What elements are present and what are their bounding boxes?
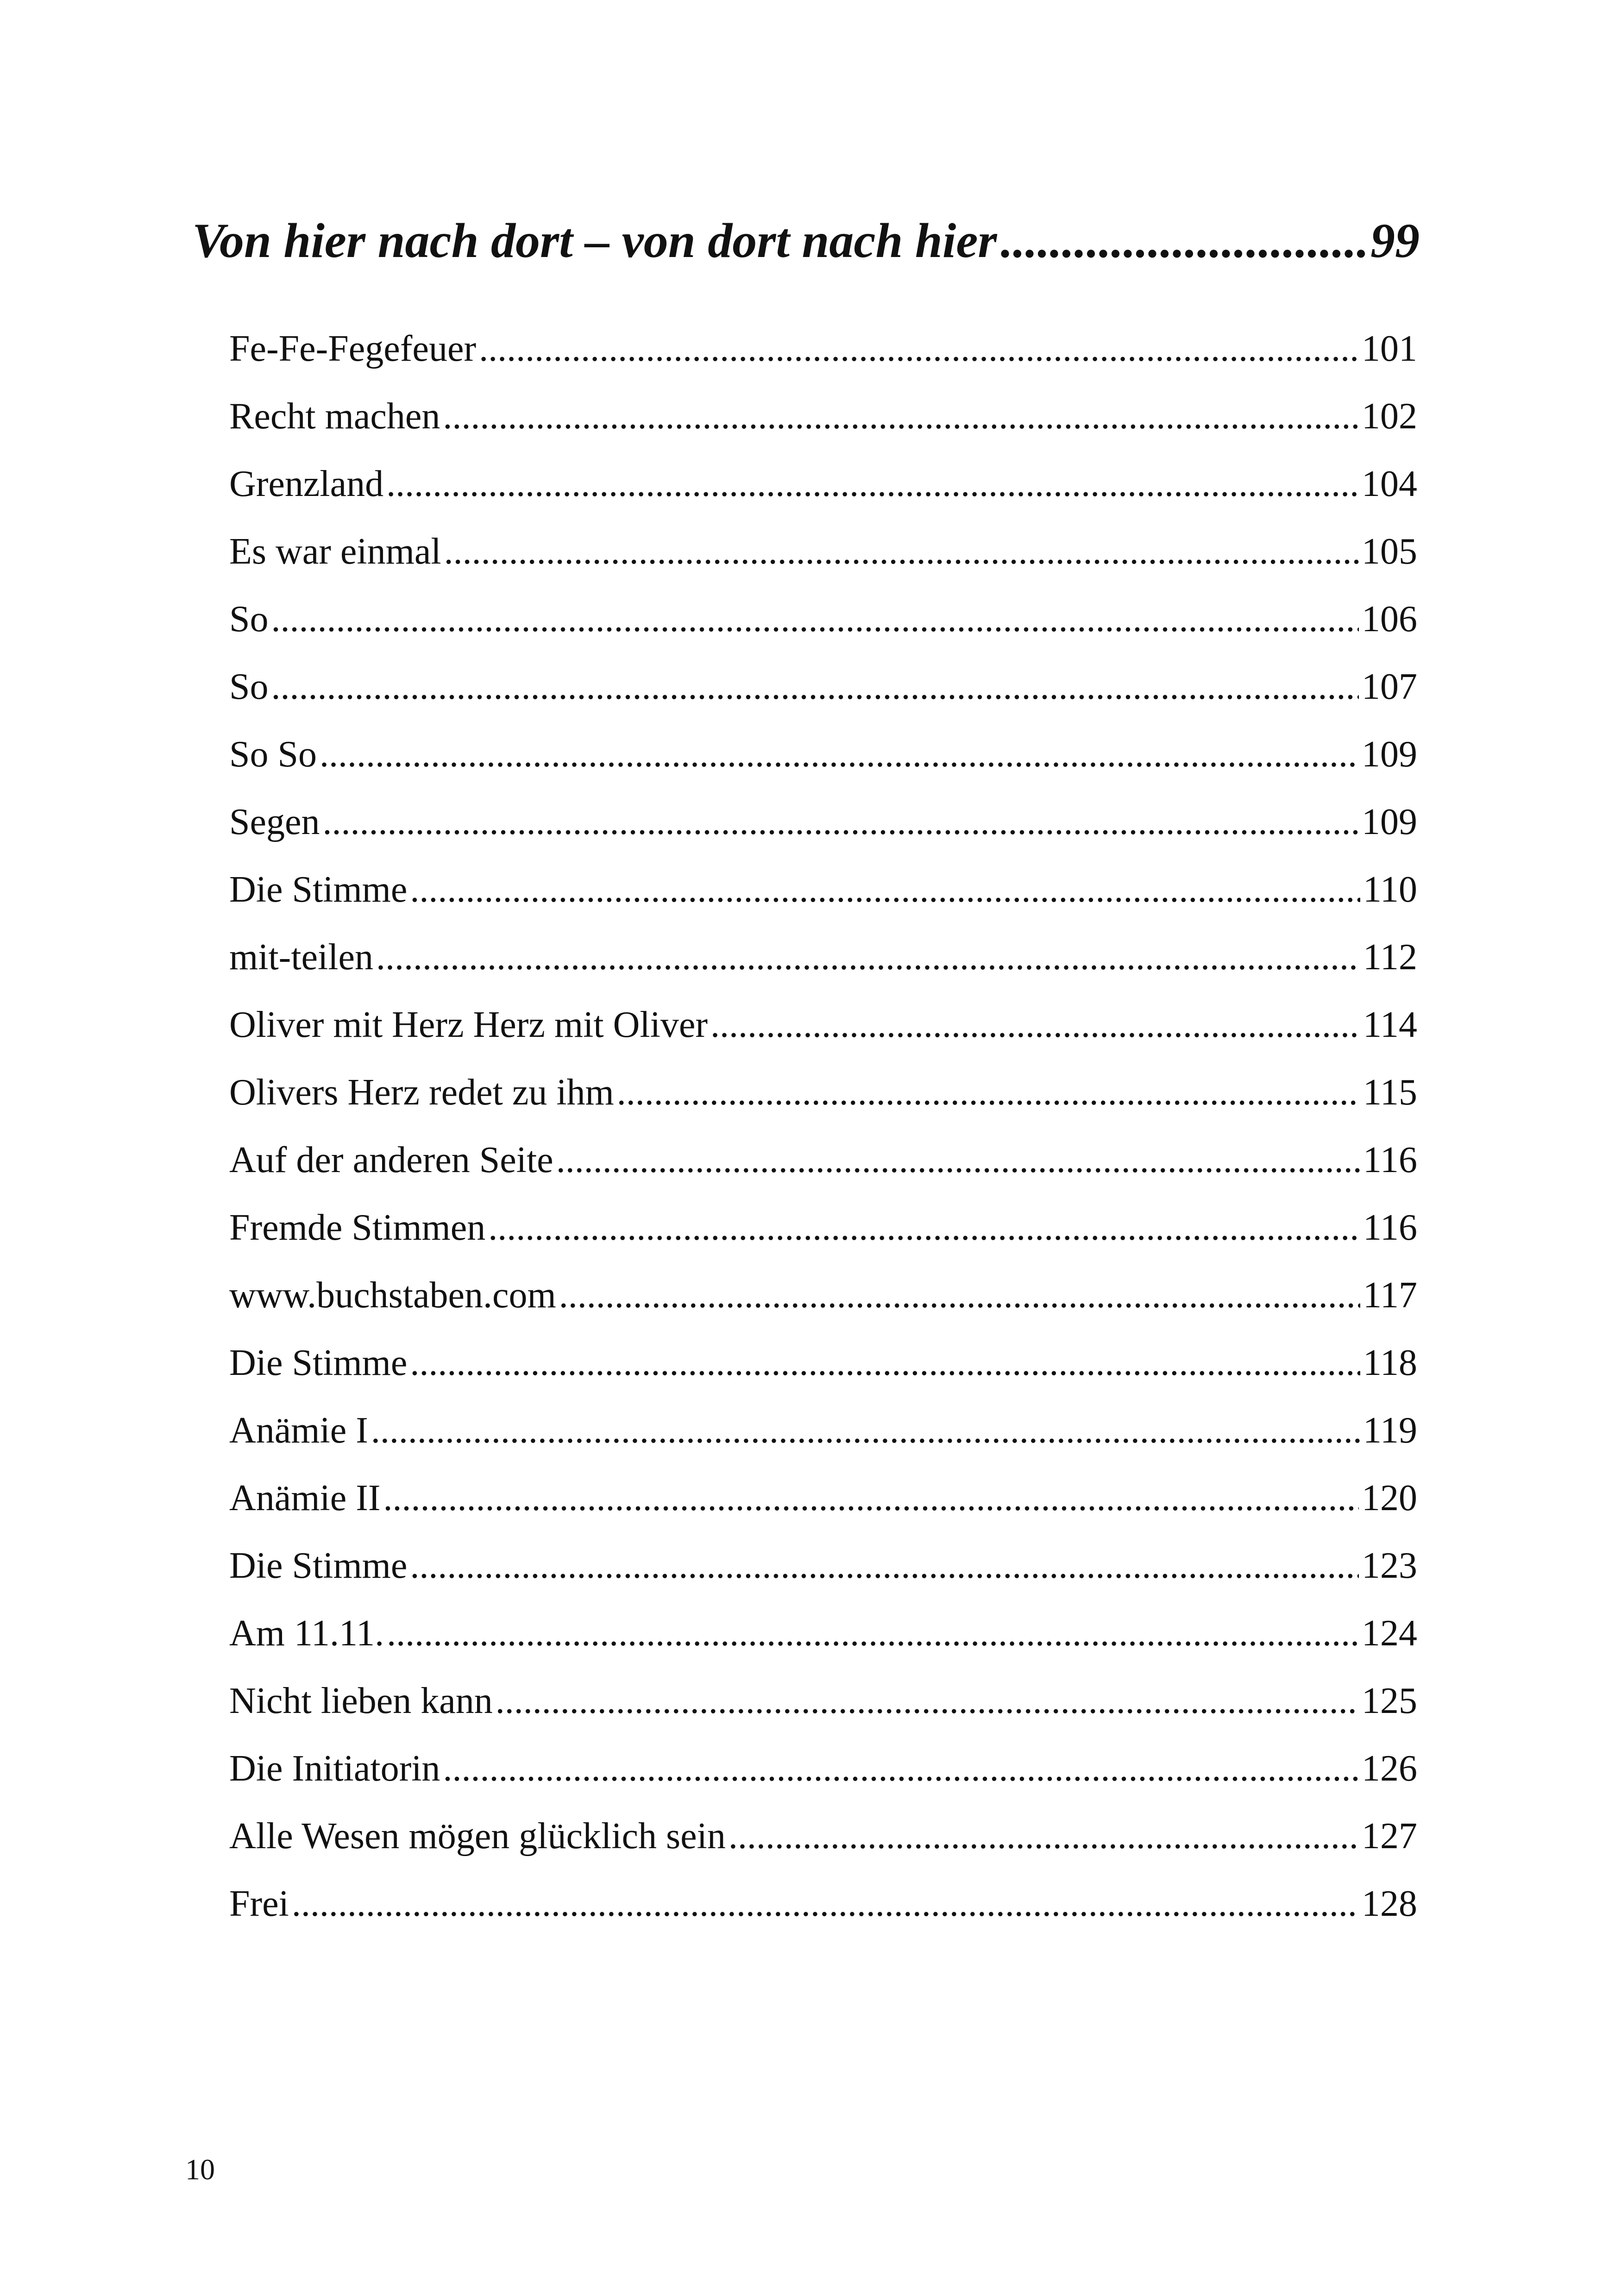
toc-entry-page-number: 120 [1362, 1478, 1417, 1518]
toc-entry-page-number: 116 [1363, 1207, 1417, 1248]
toc-dot-leader [292, 1870, 1359, 1938]
toc-entry[interactable] [229, 1532, 1417, 1600]
toc-entry-title: Recht machen [229, 396, 440, 437]
toc-entry[interactable] [229, 1667, 1417, 1735]
toc-entry-title: Olivers Herz redet zu ihm [229, 1072, 614, 1113]
toc-entry[interactable] [229, 1126, 1417, 1194]
toc-entry-page-number: 110 [1363, 869, 1417, 910]
toc-dot-leader [387, 1600, 1359, 1667]
toc-entry[interactable] [229, 923, 1417, 991]
toc-entry-page-number: 114 [1363, 1004, 1417, 1045]
toc-entry-page-number: 109 [1362, 734, 1417, 775]
toc-entry[interactable] [229, 450, 1417, 518]
toc-entry-title: Nicht lieben kann [229, 1681, 493, 1721]
toc-entry-page-number: 109 [1362, 802, 1417, 842]
page-number-footer: 10 [185, 2153, 215, 2186]
toc-dot-leader [320, 721, 1359, 788]
toc-entry-page-number: 118 [1363, 1342, 1417, 1383]
toc-entry[interactable] [229, 1735, 1417, 1802]
toc-entry-title: Auf der anderen Seite [229, 1140, 553, 1180]
toc-entry[interactable] [229, 1397, 1417, 1464]
toc-entry-title: Oliver mit Herz Herz mit Oliver [229, 1004, 708, 1045]
toc-dot-leader [488, 1194, 1360, 1261]
toc-entry-title: Am 11.11. [229, 1613, 384, 1654]
toc-entry-page-number: 119 [1363, 1410, 1417, 1451]
toc-entry[interactable] [229, 653, 1417, 721]
toc-entry[interactable] [229, 1464, 1417, 1532]
toc-entry-title: Die Stimme [229, 1545, 408, 1586]
toc-entry[interactable] [229, 1329, 1417, 1397]
toc-entry-title: Die Initiatorin [229, 1748, 440, 1789]
toc-entry[interactable] [229, 1870, 1417, 1938]
toc-entry-page-number: 107 [1362, 666, 1417, 707]
toc-dot-leader [271, 585, 1359, 653]
toc-entry-page-number: 115 [1363, 1072, 1417, 1113]
toc-entry[interactable] [229, 518, 1417, 585]
toc-entry-page-number: 101 [1362, 328, 1417, 369]
toc-entry-title: Anämie II [229, 1478, 381, 1518]
toc-entry-title: Die Stimme [229, 1342, 408, 1383]
toc-entry[interactable] [229, 991, 1417, 1059]
toc-entry-page-number: 123 [1362, 1545, 1417, 1586]
toc-entry-title: Alle Wesen mögen glücklich sein [229, 1816, 726, 1857]
toc-entry-title: Segen [229, 802, 320, 842]
toc-entry-title: So [229, 599, 269, 640]
toc-dot-leader [386, 450, 1359, 518]
toc-entry-page-number: 126 [1362, 1748, 1417, 1789]
toc-dot-leader [443, 383, 1359, 450]
toc-entry-page-number: 112 [1363, 937, 1417, 978]
toc-dot-leader [410, 1532, 1359, 1600]
toc-dot-leader [383, 1464, 1359, 1532]
toc-dot-leader [410, 1329, 1360, 1397]
toc-entry-page-number: 125 [1362, 1681, 1417, 1721]
toc-entry-page-number: 106 [1362, 599, 1417, 640]
toc-entry[interactable] [229, 1600, 1417, 1667]
toc-entry-title: So So [229, 734, 317, 775]
toc-entry[interactable] [229, 1059, 1417, 1126]
toc-entry-page-number: 128 [1362, 1883, 1417, 1924]
toc-dot-leader [271, 653, 1359, 721]
section-heading-dot-leader [1001, 204, 1367, 278]
toc-entry-page-number: 127 [1362, 1816, 1417, 1857]
toc-dot-leader [559, 1261, 1360, 1329]
toc-entry[interactable] [229, 585, 1417, 653]
toc-dot-leader [323, 788, 1359, 856]
toc-dot-leader [729, 1802, 1359, 1870]
section-heading-title: Von hier nach dort – von dort nach hier [192, 213, 997, 268]
toc-entry-title: Fremde Stimmen [229, 1207, 486, 1248]
toc-entry-page-number: 124 [1362, 1613, 1417, 1654]
toc-entry[interactable] [229, 788, 1417, 856]
toc-dot-leader [371, 1397, 1360, 1464]
toc-dot-leader [710, 991, 1360, 1059]
toc-dot-leader [496, 1667, 1359, 1735]
toc-dot-leader [443, 1735, 1359, 1802]
toc-entry[interactable] [229, 1194, 1417, 1261]
toc-entry[interactable] [229, 1261, 1417, 1329]
toc-dot-leader [410, 856, 1360, 923]
toc-entry-page-number: 105 [1362, 531, 1417, 572]
toc-entry-page-number: 117 [1363, 1275, 1417, 1316]
toc-entry-page-number: 104 [1362, 464, 1417, 504]
toc-dot-leader [556, 1126, 1360, 1194]
toc-dot-leader [479, 315, 1359, 383]
toc-entry-list [229, 315, 1417, 1938]
toc-entry-title: Grenzland [229, 464, 384, 504]
toc-entry-title: Die Stimme [229, 869, 408, 910]
toc-entry-title: Fe-Fe-Fegefeuer [229, 328, 477, 369]
toc-entry[interactable] [229, 315, 1417, 383]
toc-dot-leader [617, 1059, 1360, 1126]
toc-entry-title: Es war einmal [229, 531, 441, 572]
toc-entry-title: mit-teilen [229, 937, 374, 978]
toc-dot-leader [444, 518, 1359, 585]
toc-entry-page-number: 116 [1363, 1140, 1417, 1180]
toc-dot-leader [376, 923, 1360, 991]
toc-entry[interactable] [229, 721, 1417, 788]
toc-entry-title: So [229, 666, 269, 707]
toc-entry[interactable] [229, 383, 1417, 450]
toc-section-heading[interactable] [192, 204, 1420, 278]
toc-entry-title: Frei [229, 1883, 289, 1924]
toc-entry[interactable] [229, 1802, 1417, 1870]
toc-entry[interactable] [229, 856, 1417, 923]
toc-entry-page-number: 102 [1362, 396, 1417, 437]
toc-entry-title: Anämie I [229, 1410, 368, 1451]
section-heading-page-number: 99 [1370, 213, 1420, 268]
toc-entry-title: www.buchstaben.com [229, 1275, 556, 1316]
